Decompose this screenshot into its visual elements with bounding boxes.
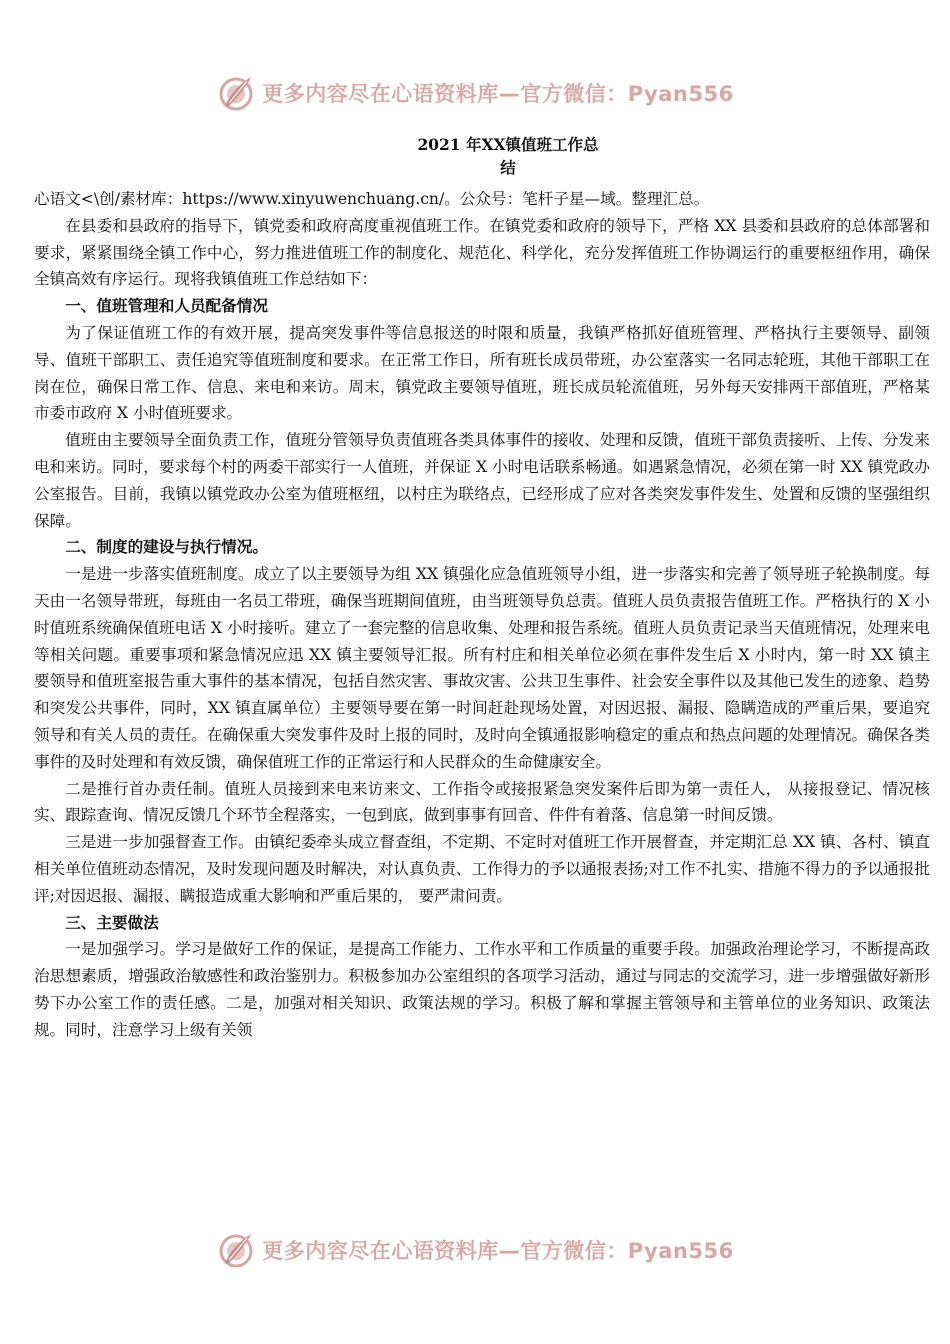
watermark-banner-top [0, 71, 950, 115]
quill-seal-icon [216, 73, 256, 113]
paragraph: 一是进一步落实值班制度。成立了以主要领导为组 XX 镇强化应急值班领导小组，进一步落实和完善了领导班子轮换制度。每天由一名领导带班，每班由一名员工带班，确保当班期间值班，由当班领导负总责。值班人员负责报告值班工作。严格执行的 X 小时值班系统确保值班电话 X 小时接听。建立了一套完整的信息收集、处理和报告系统。值班人员负责记录当天值班情况，处理来电等相关问题。重要事项和紧急情况应迅 XX 镇主要领导汇报。所有村庄和相关单位必须在事件发生后 X 小时内，第一时 XX 镇主要领导和值班室报告重大事件的基本情况，包括自然灾害、事故灾害、公共卫生事件、社会安全事件以及其他已发生的迹象、趋势和突发公共事件，同时，XX 镇直属单位）主要领导要在第一时间赶赴现场处置，对因迟报、漏报、隐瞒造成的严重后果，要追究领导和有关人员的责任。在确保重大突发事件及时上报的同时，及时向全镇通报影响稳定的重点和热点问题的处理情况。确保各类事件的及时处理和有效反馈，确保值班工作的正常运行和人民群众的生命健康安全。 [34, 565, 930, 771]
intro-paragraph: 在县委和县政府的指导下，镇党委和政府高度重视值班工作。在镇党委和政府的领导下，严格 XX 县委和县政府的总体部署和要求，紧紧围绕全镇工作中心，努力推进值班工作的制度化、规范化、科学化，充分发挥值班工作协调运行的重要枢纽作用，确保全镇高效有序运行。现将我镇值班工作总结如下： [34, 216, 930, 289]
section-heading: 三、主要做法 [65, 912, 159, 932]
document-body [34, 186, 930, 1044]
paragraph: 一是加强学习。学习是做好工作的保证，是提高工作能力、工作水平和工作质量的重要手段。加强政治理论学习，不断提高政治思想素质，增强政治敏感性和政治鉴别力。积极参加办公室组织的各项学习活动，通过与同志的交流学习，进一步增强做好新形势下办公室工作的责任感。二是，加强对相关知识、政策法规的学习。积极了解和掌握主管领导和主管单位的业务知识、政策法规。同时，注意学习上级有关领 [34, 940, 930, 1039]
watermark-banner-bottom [0, 1228, 950, 1272]
quill-seal-icon [216, 1230, 256, 1270]
title-line-1: 2021 年XX镇值班工作总 [417, 135, 599, 154]
section-heading: 二、制度的建设与执行情况。 [65, 537, 268, 557]
paragraph: 二是推行首办责任制。值班人员接到来电来访来文、工作指令或接报紧急突发案件后即为第一责任人， 从接报登记、情况核实、跟踪查询、情况反馈几个环节全程落实，一包到底，做到事事有回音、件件有着落、信息第一时间反馈。 [34, 779, 930, 825]
paragraph: 值班由主要领导全面负责工作，值班分管领导负责值班各类具体事件的接收、处理和反馈，值班干部负责接听、上传、分发来电和来访。同时，要求每个村的两委干部实行一人值班，并保证 X 小时电话联系畅通。如遇紧急情况，必须在第一时 XX 镇党政办公室报告。目前，我镇以镇党政办公室为值班枢纽，以村庄为联络点，已经形成了应对各类突发事件发生、处置和反馈的坚强组织保障。 [34, 431, 930, 530]
section-heading: 一、值班管理和人员配备情况 [65, 296, 268, 316]
source-note: 心语文<\创/素材库：https://www.xinyuwenchuang.cn/。公众号：笔杆子星—域。整理汇总。 [34, 190, 710, 208]
watermark-text: 更多内容尽在心语资料库—官方微信：Pyan556 [262, 1239, 734, 1263]
document-title [0, 133, 950, 179]
paragraph: 为了保证值班工作的有效开展，提高突发事件等信息报送的时限和质量，我镇严格抓好值班管理、严格执行主要领导、副领导、值班干部职工、责任追究等值班制度和要求。在正常工作日，所有班长成员带班，办公室落实一名同志轮班，其他干部职工在岗在位，确保日常工作、信息、来电和来访。周末，镇党政主要领导值班，班长成员轮流值班，另外每天安排两干部值班，严格某市委市政府 X 小时值班要求。 [34, 323, 930, 423]
watermark-text: 更多内容尽在心语资料库—官方微信：Pyan556 [262, 82, 734, 106]
paragraph: 三是进一步加强督查工作。由镇纪委牵头成立督查组，不定期、不定时对值班工作开展督查，并定期汇总 XX 镇、各村、镇直相关单位值班动态情况，及时发现问题及时解决，对认真负责、工作得力的予以通报表扬;对工作不扎实、措施不得力的予以通报批评;对因迟报、漏报、瞒报造成重大影响和严重后果的， 要严肃问责。 [34, 833, 930, 905]
title-line-2: 结 [500, 158, 516, 177]
